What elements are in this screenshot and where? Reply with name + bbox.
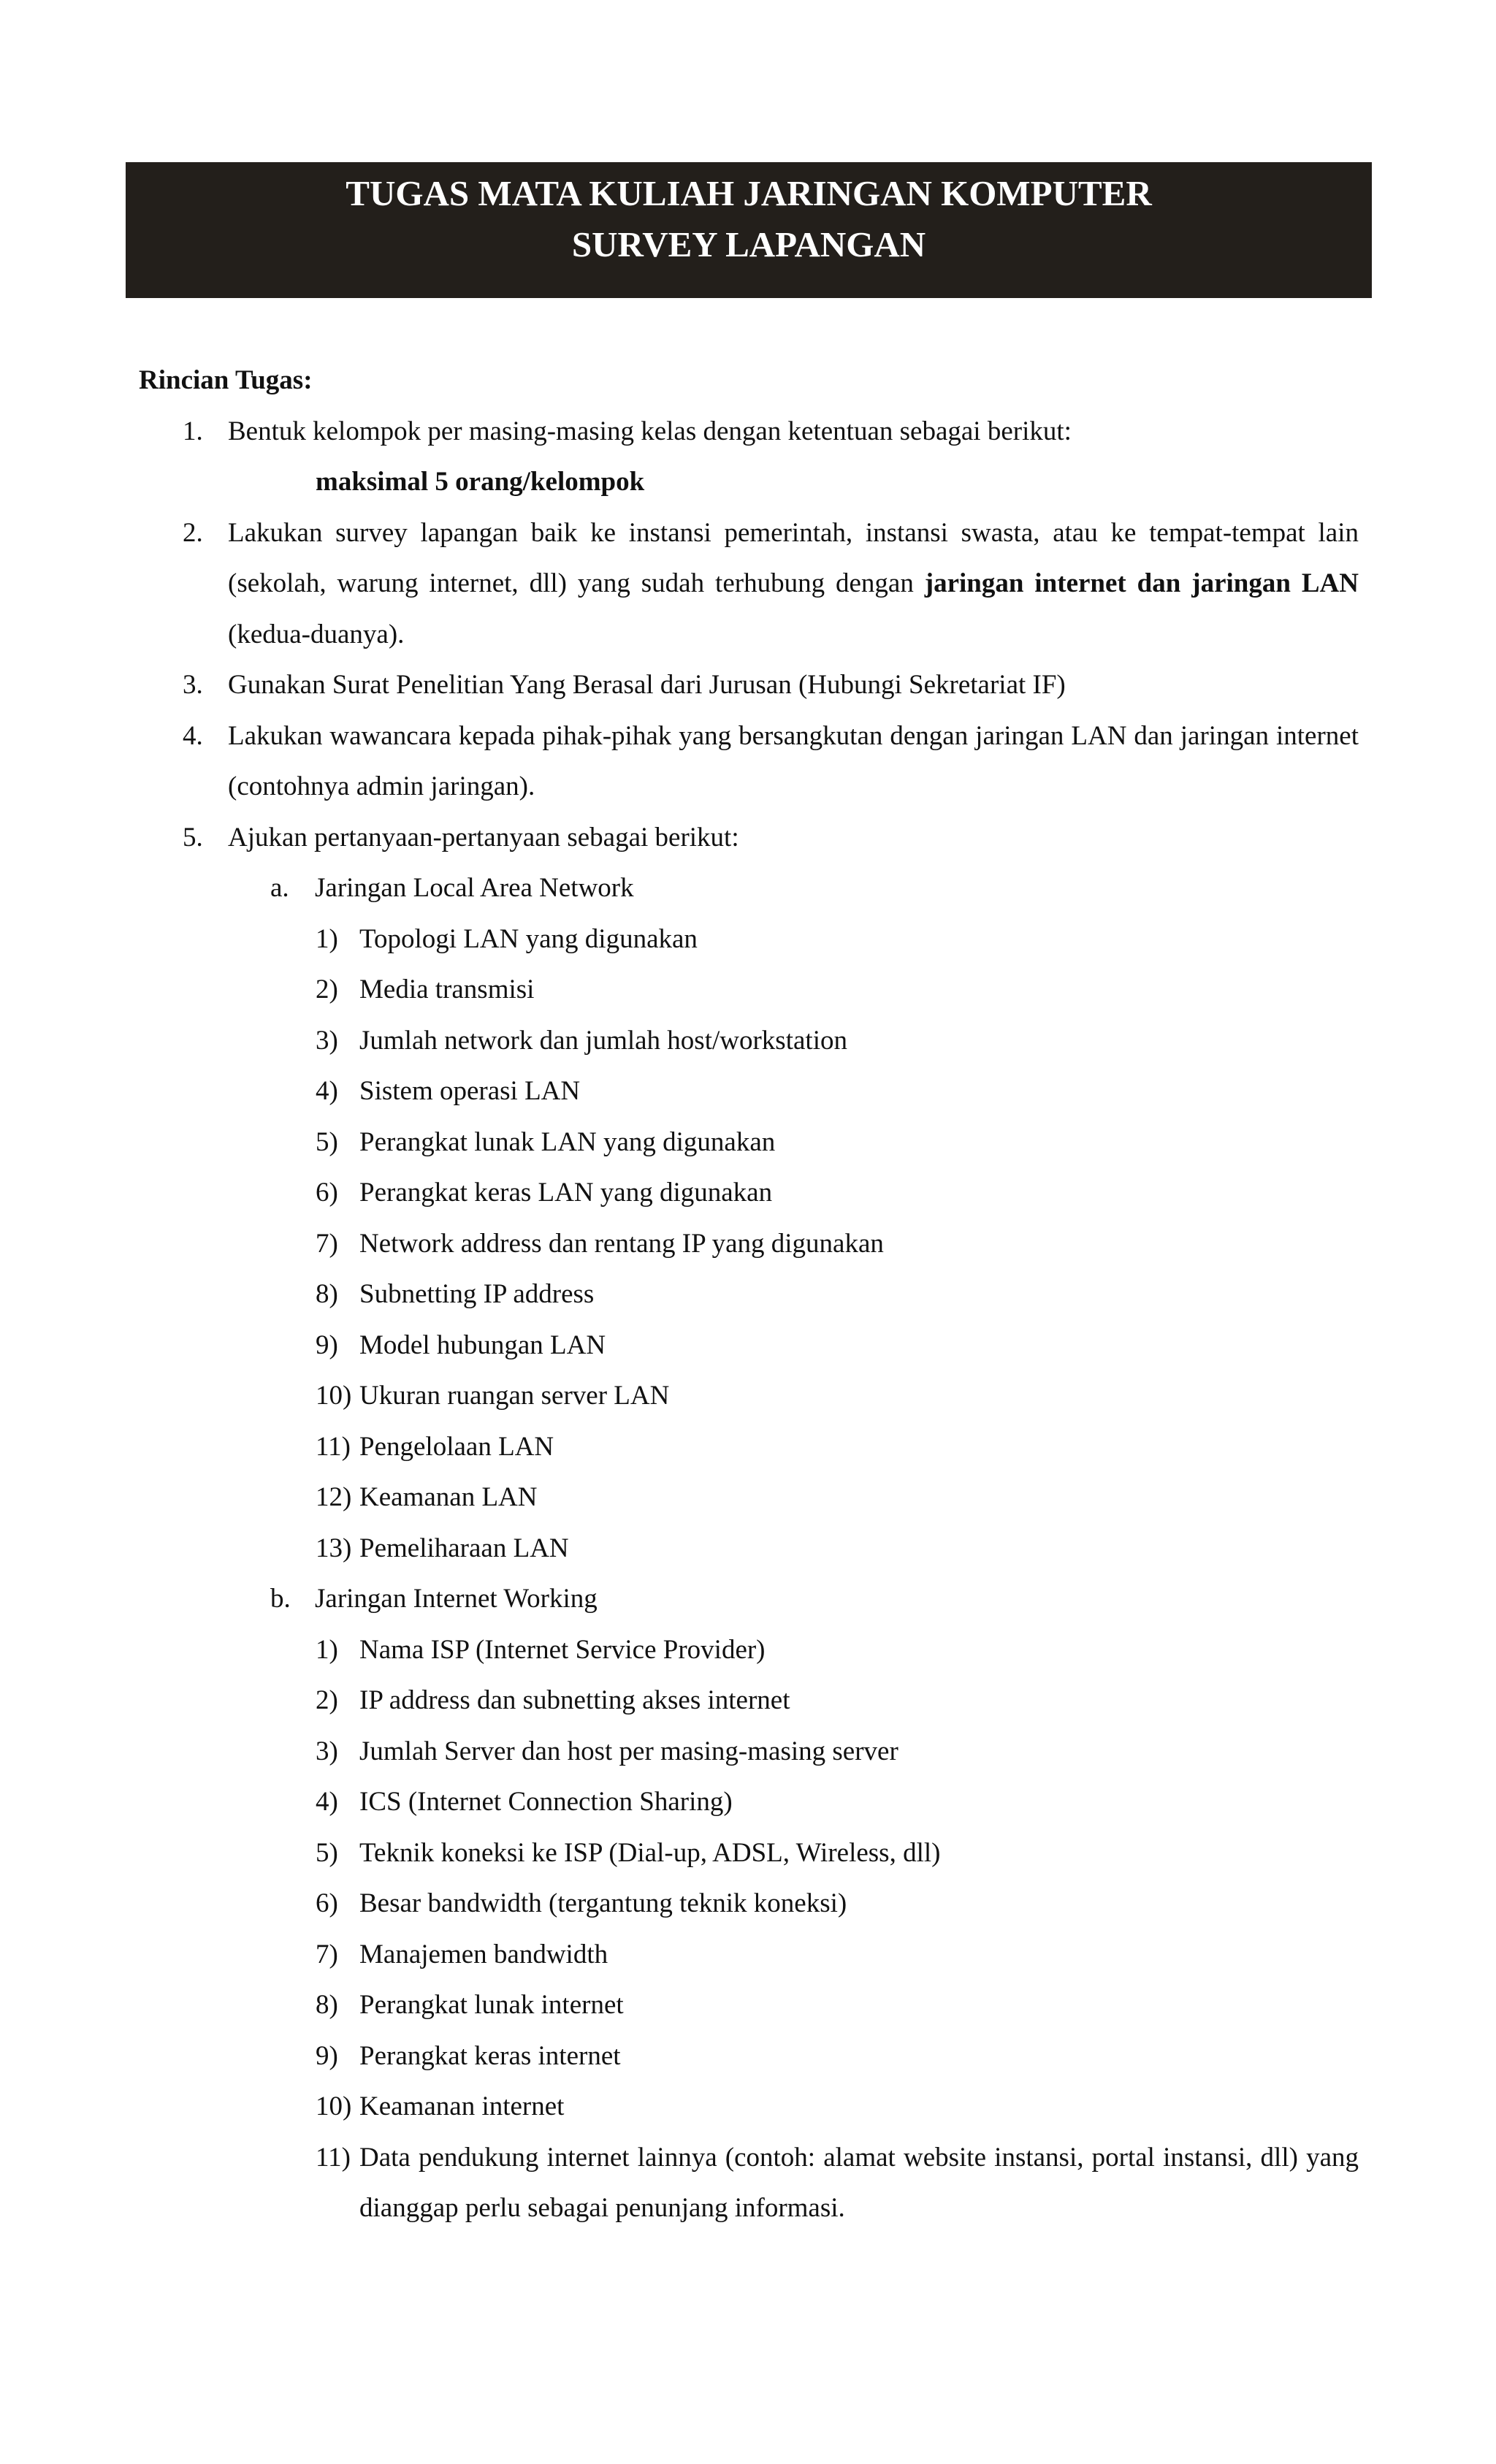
list-item	[139, 964, 1359, 1015]
item-text: Perangkat lunak LAN yang digunakan	[359, 1126, 776, 1157]
task-text-part: Lakukan survey lapangan baik ke instansi pemerintah, instansi swasta, atau ke tempat-tempat lain (sekolah, warung internet, dll) yang sudah terhubung dengan	[228, 517, 1359, 598]
list-item	[139, 1422, 1359, 1473]
item-text: Ukuran ruangan server LAN	[359, 1381, 670, 1411]
item-text: ICS (Internet Connection Sharing)	[359, 1787, 733, 1817]
task-item-4	[139, 711, 1359, 812]
group-letter: b.	[270, 1584, 291, 1614]
task-number: 1.	[183, 416, 203, 446]
list-item	[139, 1878, 1359, 1929]
list-item	[139, 1269, 1359, 1320]
item-number: 7)	[316, 1939, 338, 1969]
item-text: Keamanan internet	[359, 2091, 565, 2121]
item-number: 8)	[316, 1279, 338, 1309]
item-text: Pemeliharaan LAN	[359, 1533, 569, 1563]
list-item	[139, 1015, 1359, 1067]
item-text: Media transmisi	[359, 974, 535, 1004]
item-text: Perangkat lunak internet	[359, 1990, 624, 2020]
item-number: 3)	[316, 1025, 338, 1056]
list-item	[139, 2132, 1359, 2234]
list-item	[139, 1320, 1359, 1371]
item-number: 6)	[316, 1888, 338, 1918]
item-text: Pengelolaan LAN	[359, 1431, 554, 1462]
task-text: Lakukan wawancara kepada pihak-pihak yang bersangkutan dengan jaringan LAN dan jaringan internet (contohnya admin jaringan).	[228, 720, 1359, 801]
item-text: Teknik koneksi ke ISP (Dial-up, ADSL, Wireless, dll)	[359, 1837, 941, 1868]
item-number: 5)	[316, 1837, 338, 1868]
task-item-2	[139, 508, 1359, 660]
task-text-bold: jaringan internet dan jaringan LAN	[924, 568, 1359, 598]
document-body	[139, 355, 1359, 2234]
task-number: 3.	[183, 670, 203, 700]
item-number: 10)	[316, 1381, 352, 1411]
item-text: Perangkat keras internet	[359, 2040, 621, 2071]
group-title: Jaringan Internet Working	[315, 1584, 598, 1614]
item-text: Sistem operasi LAN	[359, 1076, 581, 1106]
item-number: 2)	[316, 974, 338, 1004]
item-text: Topologi LAN yang digunakan	[359, 923, 698, 954]
task-item-5	[139, 812, 1359, 863]
item-number: 1)	[316, 1634, 338, 1665]
list-item	[139, 1726, 1359, 1777]
question-group-lan	[139, 863, 1359, 914]
list-item	[139, 1675, 1359, 1726]
item-number: 5)	[316, 1126, 338, 1157]
list-item	[139, 1167, 1359, 1218]
item-number: 1)	[316, 923, 338, 954]
item-number: 11)	[316, 1431, 351, 1462]
title-banner	[126, 162, 1372, 298]
item-number: 13)	[316, 1533, 352, 1563]
group-title: Jaringan Local Area Network	[315, 873, 634, 903]
item-number: 2)	[316, 1685, 338, 1715]
list-item	[139, 1929, 1359, 1980]
item-text: Model hubungan LAN	[359, 1330, 606, 1360]
list-item	[139, 1472, 1359, 1523]
item-text: IP address dan subnetting akses internet	[359, 1685, 790, 1715]
item-number: 6)	[316, 1178, 338, 1208]
task-item-3	[139, 660, 1359, 711]
task-number: 2.	[183, 517, 203, 548]
task-text: Ajukan pertanyaan-pertanyaan sebagai berikut:	[228, 822, 739, 853]
document-subtitle: SURVEY LAPANGAN	[571, 224, 926, 264]
list-item	[139, 2031, 1359, 2082]
item-text: Perangkat keras LAN yang digunakan	[359, 1178, 773, 1208]
list-item	[139, 1828, 1359, 1879]
document-title: TUGAS MATA KULIAH JARINGAN KOMPUTER	[346, 173, 1152, 213]
item-number: 12)	[316, 1482, 352, 1512]
task-item-1	[139, 406, 1359, 457]
group-size-note: maksimal 5 orang/kelompok	[316, 467, 645, 497]
section-heading: Rincian Tugas:	[139, 365, 313, 395]
list-item	[139, 1218, 1359, 1270]
task-text-part: (kedua-duanya).	[228, 619, 405, 649]
list-item	[139, 1066, 1359, 1117]
task-number: 4.	[183, 720, 203, 751]
list-item	[139, 2081, 1359, 2132]
item-text: Jumlah network dan jumlah host/workstation	[359, 1025, 847, 1056]
group-letter: a.	[270, 873, 289, 903]
item-text: Jumlah Server dan host per masing-masing server	[359, 1736, 898, 1766]
list-item	[139, 1777, 1359, 1828]
list-item	[139, 914, 1359, 965]
task-text	[228, 508, 1359, 660]
item-text: Network address dan rentang IP yang digunakan	[359, 1228, 884, 1259]
item-number: 4)	[316, 1076, 338, 1106]
list-item	[139, 1370, 1359, 1422]
task-number: 5.	[183, 822, 203, 853]
list-item	[139, 1523, 1359, 1574]
task-text: Bentuk kelompok per masing-masing kelas dengan ketentuan sebagai berikut:	[228, 416, 1072, 446]
item-number: 11)	[316, 2142, 351, 2173]
item-number: 4)	[316, 1787, 338, 1817]
item-text: Manajemen bandwidth	[359, 1939, 608, 1969]
list-item	[139, 1980, 1359, 2031]
item-number: 9)	[316, 1330, 338, 1360]
item-number: 10)	[316, 2091, 352, 2121]
item-text: Besar bandwidth (tergantung teknik koneksi)	[359, 1888, 847, 1918]
item-text: Keamanan LAN	[359, 1482, 538, 1512]
item-number: 8)	[316, 1990, 338, 2020]
item-text: Nama ISP (Internet Service Provider)	[359, 1634, 766, 1665]
item-number: 7)	[316, 1228, 338, 1259]
list-item	[139, 1117, 1359, 1168]
item-text: Data pendukung internet lainnya (contoh: alamat website instansi, portal instansi, dll) yang dianggap perlu sebagai penunjang informasi.	[359, 2142, 1359, 2223]
item-text: Subnetting IP address	[359, 1279, 595, 1309]
item-number: 3)	[316, 1736, 338, 1766]
item-number: 9)	[316, 2040, 338, 2071]
question-group-internet	[139, 1574, 1359, 1625]
task-text: Gunakan Surat Penelitian Yang Berasal dari Jurusan (Hubungi Sekretariat IF)	[228, 670, 1066, 700]
list-item	[139, 1625, 1359, 1676]
